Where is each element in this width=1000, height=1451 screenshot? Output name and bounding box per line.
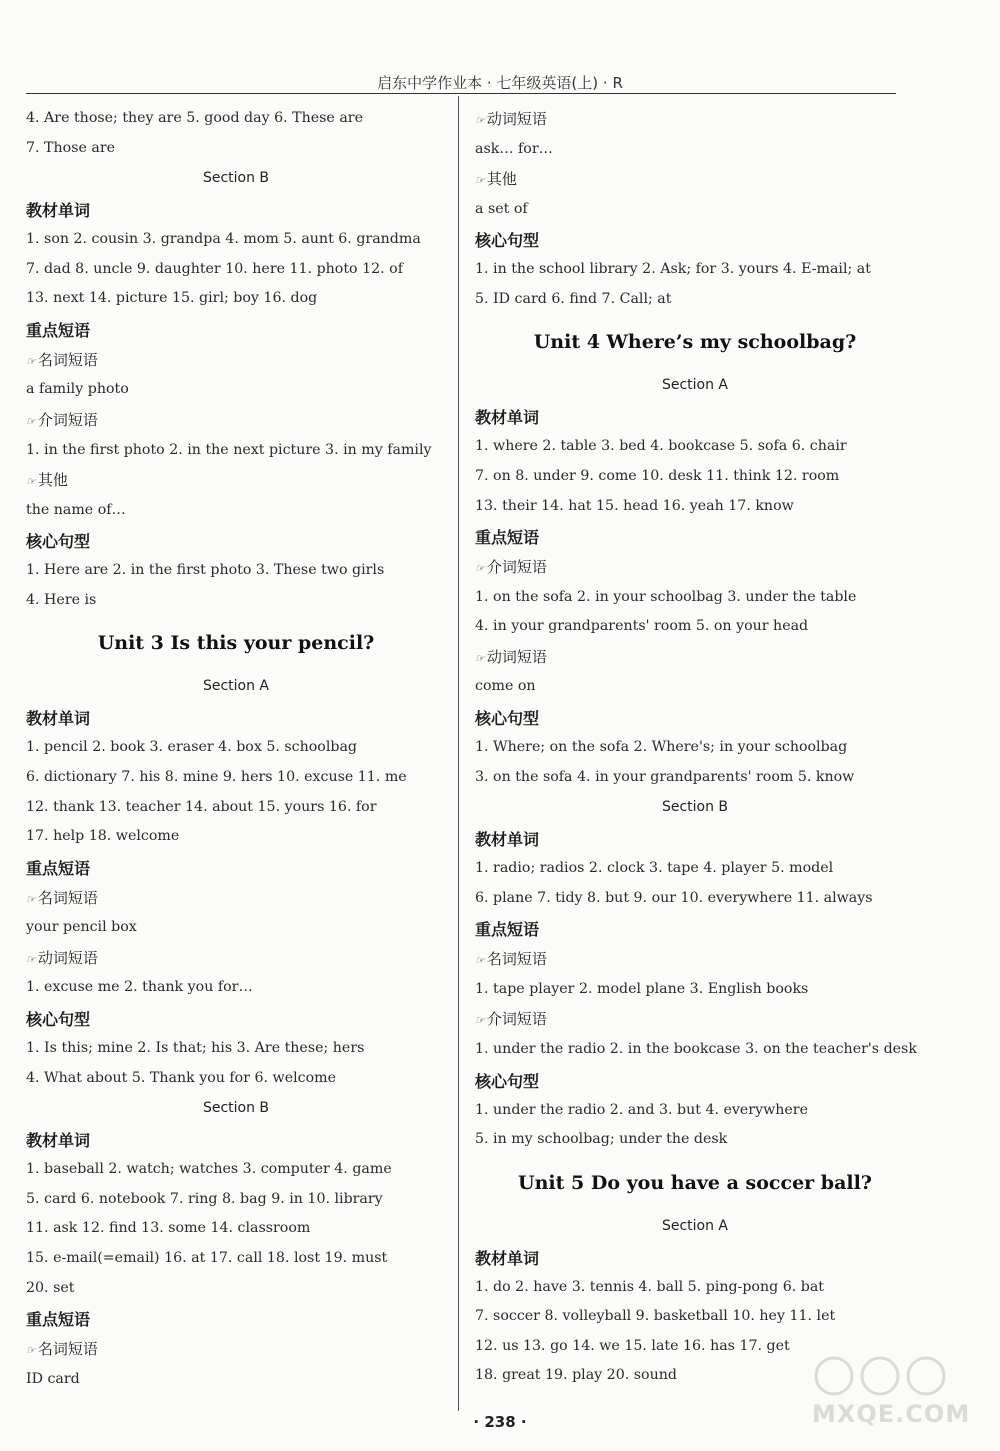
- answer-line: 1. excuse me 2. thank you for…: [26, 979, 253, 996]
- subcategory-text: 其他: [486, 170, 517, 189]
- category-heading: 核心句型: [475, 1071, 540, 1091]
- subcategory-label: [475, 944, 915, 975]
- answer-line: 1. tape player 2. model plane 3. English books: [475, 980, 809, 997]
- subcategory-text: 动词短语: [37, 948, 98, 967]
- column-divider: [458, 96, 459, 1411]
- answer-line: 1. baseball 2. watch; watches 3. computer 4. game: [26, 1161, 392, 1178]
- unit-title: Unit 5 Do you have a soccer ball?: [518, 1171, 872, 1194]
- subcategory-text: 名词短语: [37, 1340, 98, 1359]
- category-heading: 重点短语: [26, 858, 91, 878]
- answer-line: 1. on the sofa 2. in your schoolbag 3. under the table: [475, 588, 857, 605]
- subcategory-label: [26, 943, 446, 974]
- subcategory-text: 动词短语: [486, 110, 547, 128]
- watermark-url: MXQE.COM: [812, 1400, 971, 1428]
- answer-line: 15. e-mail(=email) 16. at 17. call 18. lost 19. must: [26, 1249, 388, 1266]
- answer-line: 6. dictionary 7. his 8. mine 9. hers 10. excuse 11. me: [26, 769, 407, 786]
- pointing-hand-icon: ☞: [475, 114, 484, 127]
- category-heading: 教材单词: [475, 408, 540, 428]
- category-heading: 教材单词: [26, 201, 91, 221]
- subcategory-label: [475, 1004, 915, 1035]
- subcategory-text: 名词短语: [37, 888, 98, 907]
- answer-line: 1. in the first photo 2. in the next picture 3. in my family: [26, 441, 432, 458]
- unit-title: Unit 3 Is this your pencil?: [97, 632, 375, 655]
- category-heading: 核心句型: [26, 532, 91, 552]
- answer-line: the name of…: [26, 501, 126, 518]
- subcategory-text: 动词短语: [486, 647, 547, 666]
- category-heading: 重点短语: [475, 528, 540, 548]
- subcategory-text: 介词短语: [486, 1010, 547, 1029]
- answer-line: 4. Are those; they are 5. good day 6. These are: [26, 110, 363, 126]
- answer-line: 1. under the radio 2. in the bookcase 3. on the teacher's desk: [475, 1040, 917, 1057]
- subcategory-label: [475, 164, 915, 195]
- section-title: Section B: [661, 799, 729, 816]
- answer-line: 1. radio; radios 2. clock 3. tape 4. player 5. model: [475, 860, 834, 877]
- header-title: 启东中学作业本 · 七年级英语(上) · R: [377, 74, 623, 92]
- answer-line: ask… for…: [475, 140, 553, 157]
- answer-line: 17. help 18. welcome: [26, 828, 180, 845]
- subcategory-text: 介词短语: [37, 411, 98, 430]
- answer-line: 13. their 14. hat 15. head 16. yeah 17. know: [475, 497, 794, 514]
- answer-line: 1. in the school library 2. Ask; for 3. yours 4. E-mail; at: [475, 261, 871, 278]
- answer-line: 11. ask 12. find 13. some 14. classroom: [26, 1220, 311, 1237]
- subcategory-label: [475, 642, 915, 673]
- subcategory-text: 名词短语: [486, 950, 547, 969]
- answer-line: a set of: [475, 200, 528, 217]
- pointing-hand-icon: ☞: [26, 892, 35, 906]
- answer-line: 5. card 6. notebook 7. ring 8. bag 9. in 10. library: [26, 1190, 383, 1207]
- section-title: Section A: [661, 377, 729, 394]
- answer-line: ID card: [26, 1370, 80, 1387]
- pointing-hand-icon: ☞: [475, 174, 484, 188]
- pointing-hand-icon: ☞: [475, 954, 484, 968]
- pointing-hand-icon: ☞: [475, 562, 484, 576]
- answer-line: 1. Where; on the sofa 2. Where's; in your schoolbag: [475, 738, 848, 755]
- subcategory-text: 介词短语: [486, 558, 547, 577]
- section-title: Section B: [202, 1100, 270, 1117]
- subcategory-text: 其他: [37, 471, 68, 490]
- pointing-hand-icon: ☞: [26, 475, 35, 489]
- answer-line: 12. us 13. go 14. we 15. late 16. has 17. get: [475, 1337, 790, 1354]
- answer-line: 1. under the radio 2. and 3. but 4. everywhere: [475, 1101, 808, 1118]
- answer-line: 1. son 2. cousin 3. grandpa 4. mom 5. aunt 6. grandma: [26, 231, 421, 248]
- section-title: Section B: [202, 170, 270, 187]
- subcategory-label: [26, 465, 446, 496]
- subcategory-label: [26, 345, 446, 376]
- pointing-hand-icon: ☞: [26, 952, 35, 966]
- answer-line: 20. set: [26, 1279, 75, 1296]
- left-column: [26, 104, 446, 1394]
- answer-line: 3. on the sofa 4. in your grandparents' room 5. know: [475, 768, 855, 785]
- category-heading: 重点短语: [26, 1310, 91, 1330]
- page-number: · 238 ·: [473, 1413, 527, 1431]
- category-heading: 教材单词: [26, 709, 91, 729]
- answer-line: come on: [475, 678, 536, 695]
- subcategory-text: 名词短语: [37, 350, 98, 369]
- watermark: [812, 1352, 982, 1432]
- category-heading: 重点短语: [26, 320, 91, 340]
- header-rule: [26, 93, 896, 94]
- answer-line: 7. soccer 8. volleyball 9. basketball 10. hey 11. let: [475, 1308, 836, 1325]
- right-column: [475, 104, 915, 1391]
- subcategory-label: [26, 405, 446, 436]
- answer-line: 7. on 8. under 9. come 10. desk 11. think 12. room: [475, 467, 840, 484]
- answer-line: 4. in your grandparents' room 5. on your head: [475, 618, 809, 635]
- answer-line: 18. great 19. play 20. sound: [475, 1367, 677, 1384]
- answer-line: a family photo: [26, 381, 129, 398]
- answer-line: 1. do 2. have 3. tennis 4. ball 5. ping-pong 6. bat: [475, 1278, 824, 1295]
- subcategory-label: [26, 883, 446, 914]
- answer-line: 1. where 2. table 3. bed 4. bookcase 5. sofa 6. chair: [475, 438, 847, 455]
- section-title: Section A: [202, 678, 270, 695]
- section-title: Section A: [661, 1217, 729, 1234]
- answer-line: 7. dad 8. uncle 9. daughter 10. here 11. photo 12. of: [26, 260, 403, 277]
- subcategory-label: [475, 552, 915, 583]
- answer-line: 1. pencil 2. book 3. eraser 4. box 5. schoolbag: [26, 739, 357, 756]
- answer-line: 6. plane 7. tidy 8. but 9. our 10. everywhere 11. always: [475, 889, 873, 906]
- subcategory-label: [475, 104, 915, 135]
- category-heading: 教材单词: [475, 1248, 540, 1268]
- pointing-hand-icon: ☞: [26, 354, 35, 368]
- category-heading: 核心句型: [475, 231, 540, 251]
- answer-line: 5. ID card 6. find 7. Call; at: [475, 290, 672, 307]
- answer-line: 4. What about 5. Thank you for 6. welcome: [26, 1069, 336, 1086]
- category-heading: 核心句型: [26, 1010, 91, 1029]
- pointing-hand-icon: ☞: [26, 415, 35, 429]
- category-heading: 教材单词: [475, 830, 540, 850]
- category-heading: 重点短语: [475, 920, 540, 940]
- answer-line: 5. in my schoolbag; under the desk: [475, 1131, 728, 1148]
- category-heading: 教材单词: [26, 1131, 91, 1151]
- running-header: [0, 66, 1000, 94]
- category-heading: 核心句型: [475, 708, 540, 728]
- pointing-hand-icon: ☞: [475, 1014, 484, 1028]
- answer-line: 1. Is this; mine 2. Is that; his 3. Are these; hers: [26, 1040, 365, 1056]
- answer-line: your pencil box: [26, 919, 137, 936]
- pointing-hand-icon: ☞: [475, 651, 484, 665]
- answer-line: 13. next 14. picture 15. girl; boy 16. dog: [26, 290, 318, 307]
- answer-line: 7. Those are: [26, 139, 116, 156]
- unit-title: Unit 4 Where’s my schoolbag?: [533, 331, 857, 354]
- answer-line: 1. Here are 2. in the first photo 3. These two girls: [26, 562, 385, 579]
- pointing-hand-icon: ☞: [26, 1344, 35, 1358]
- watermark-logo-icon: [812, 1352, 962, 1402]
- answer-line: 4. Here is: [26, 591, 97, 608]
- subcategory-label: [26, 1334, 446, 1365]
- answer-line: 12. thank 13. teacher 14. about 15. yours 16. for: [26, 798, 377, 815]
